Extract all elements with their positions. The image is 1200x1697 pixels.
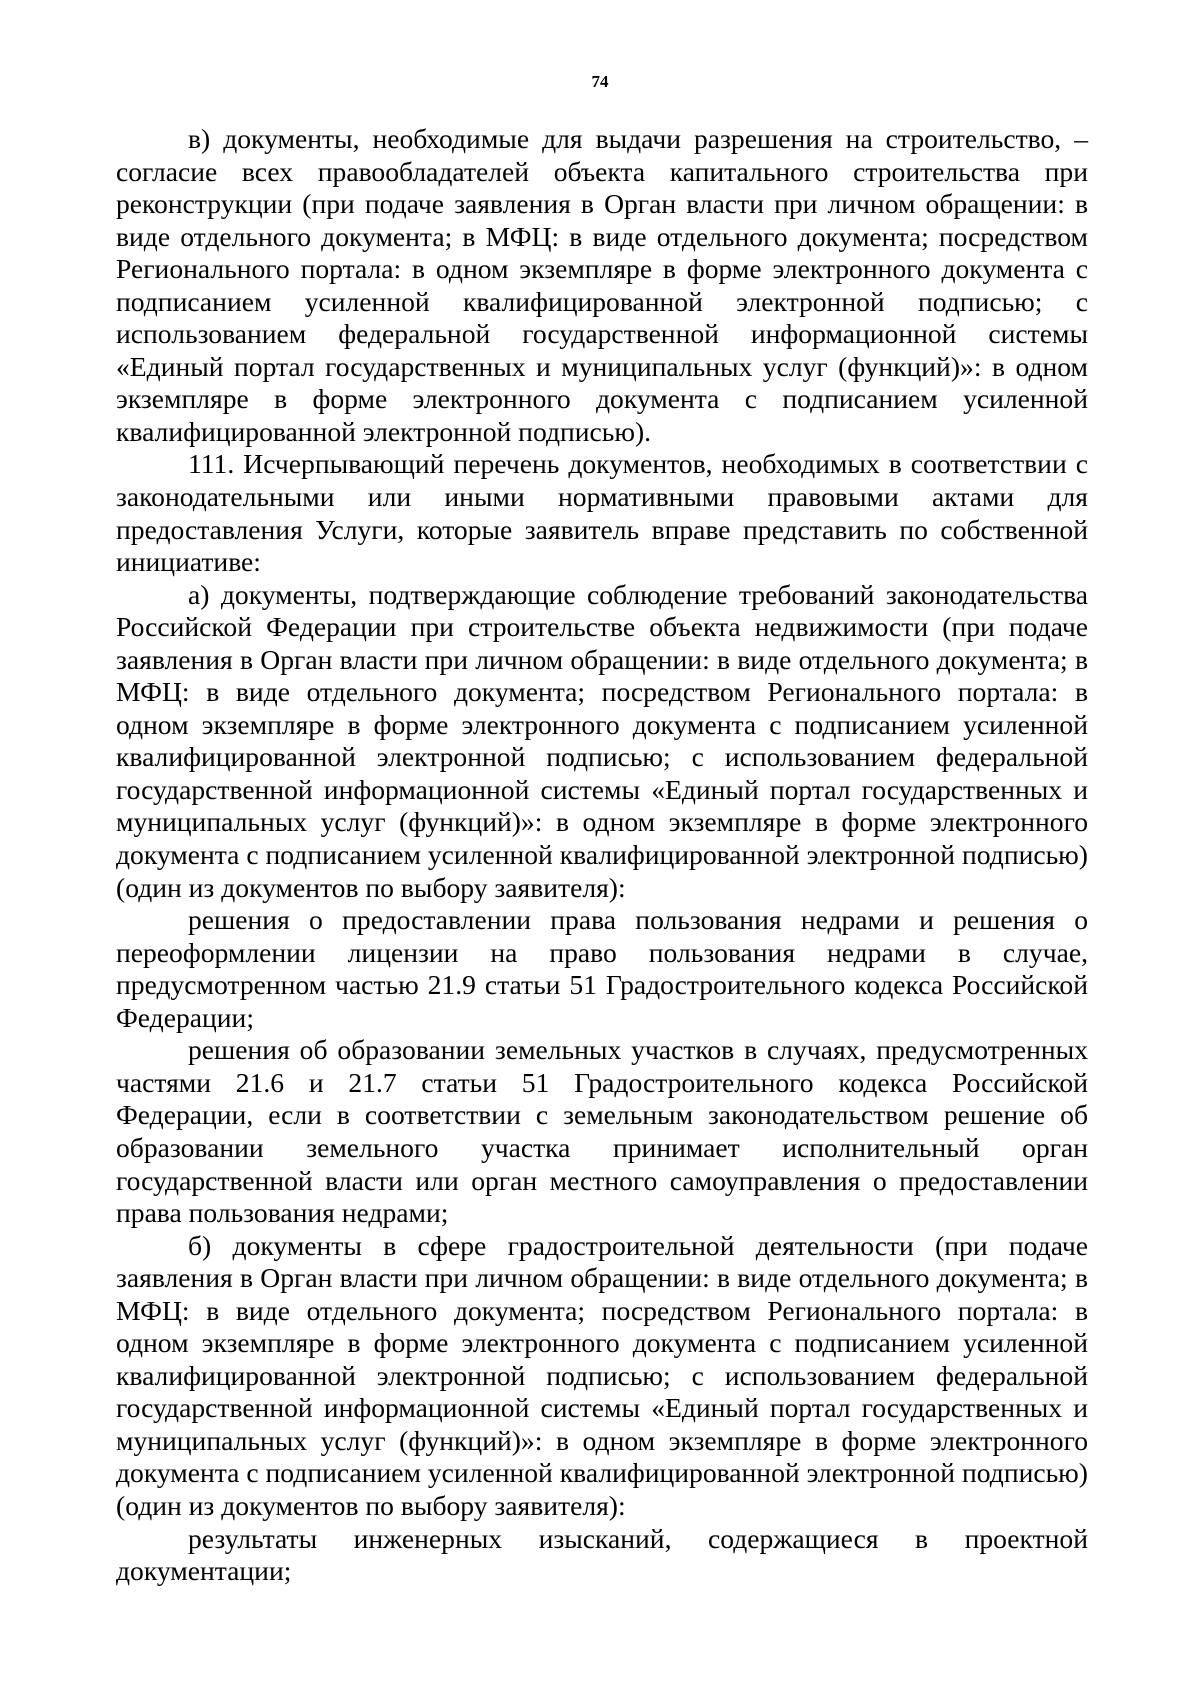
paragraph-a-compliance-documents: а) документы, подтверждающие соблюдение требований законодательства Российской Федерации при строительстве объекта недвижимости (при подаче заявления в Орган власти при личном обращении: в виде отдельного документа; в МФЦ: в виде отдельного документа; посредством Регионального портала: в одном экземпляре в форме электронного документа с подписанием усиленной квалифицированной электронной подписью; с использованием федеральной государственной информационной системы «Единый портал государственных и муниципальных услуг (функций)»: в одном экземпляре в форме электронного документа с подписанием усиленной квалифицированной электронной подписью) (один из документов по выбору заявителя):: [116, 578, 1088, 903]
page-number: 74: [591, 72, 609, 91]
paragraph-111-exhaustive-list: 111. Исчерпывающий перечень документов, необходимых в соответствии с законодательными или иными нормативными правовыми актами для предоставления Услуги, которые заявитель вправе представить по собственной инициативе:: [116, 448, 1088, 578]
document-body: [116, 123, 1088, 1588]
paragraph-engineering-survey-results: результаты инженерных изысканий, содержащиеся в проектной документации;: [116, 1522, 1088, 1587]
paragraph-subsoil-use-decisions: решения о предоставлении права пользования недрами и решения о переоформлении лицензии на право пользования недрами в случае, предусмотренном частью 21.9 статьи 51 Градостроительного кодекса Российской Федерации;: [116, 904, 1088, 1033]
paragraph-land-plot-decisions: решения об образовании земельных участков в случаях, предусмотренных частями 21.6 и 21.7 статьи 51 Градостроительного кодекса Российской Федерации, если в соответствии с земельным законодательством решение об образовании земельного участка принимает исполнительный орган государственной власти или орган местного самоуправления о предоставлении права пользования недрами;: [116, 1034, 1088, 1229]
paragraph-b-urban-planning-documents: б) документы в сфере градостроительной деятельности (при подаче заявления в Орган власти при личном обращении: в виде отдельного документа; в МФЦ: в виде отдельного документа; посредством Регионального портала: в одном экземпляре в форме электронного документа с подписанием усиленной квалифицированной электронной подписью; с использованием федеральной государственной информационной системы «Единый портал государственных и муниципальных услуг (функций)»: в одном экземпляре в форме электронного документа с подписанием усиленной квалифицированной электронной подписью) (один из документов по выбору заявителя):: [116, 1229, 1088, 1521]
paragraph-v-consent-documents: в) документы, необходимые для выдачи разрешения на строительство, – согласие всех правообладателей объекта капитального строительства при реконструкции (при подаче заявления в Орган власти при личном обращении: в виде отдельного документа; в МФЦ: в виде отдельного документа; посредством Регионального портала: в одном экземпляре в форме электронного документа с подписанием усиленной квалифицированной электронной подписью; с использованием федеральной государственной информационной системы «Единый портал государственных и муниципальных услуг (функций)»: в одном экземпляре в форме электронного документа с подписанием усиленной квалифицированной электронной подписью).: [116, 123, 1088, 447]
